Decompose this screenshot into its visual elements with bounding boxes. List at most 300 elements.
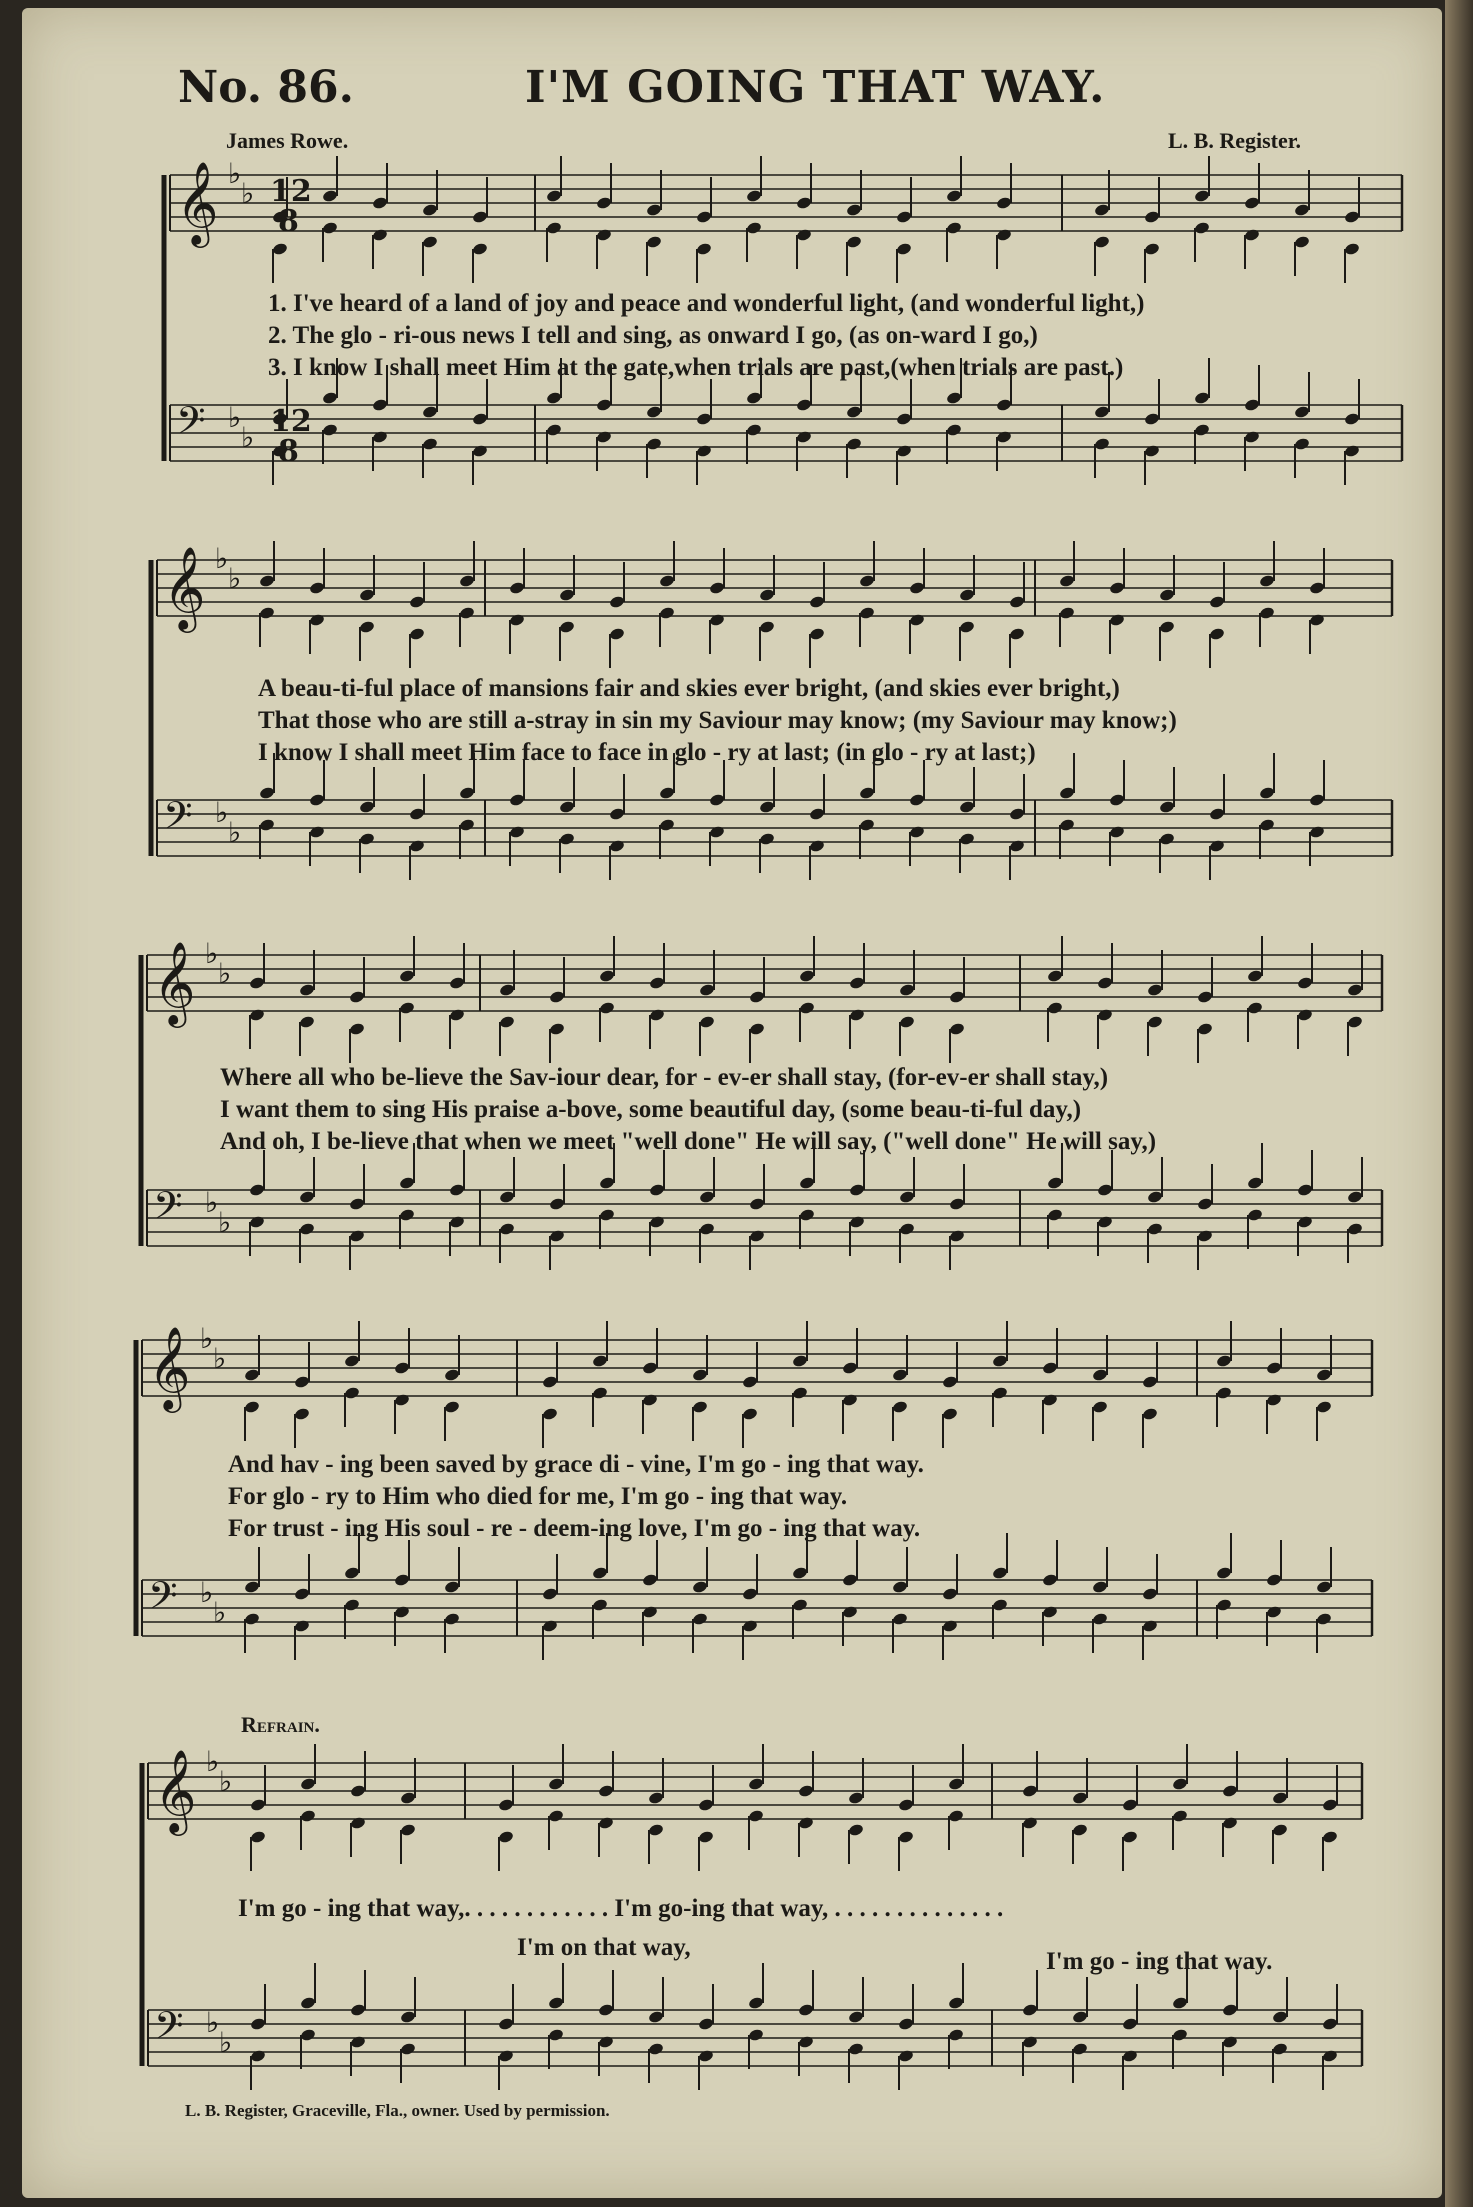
notehead [1247,969,1264,983]
notehead [249,1008,266,1022]
lyric-line: A beau-ti-ful place of mansions fair and skies ever bright, (and skies ever bright,) [258,675,1120,702]
notehead [1297,1183,1314,1197]
notehead [259,786,276,800]
notehead [1047,1001,1064,1015]
notehead [648,2010,665,2024]
notehead [848,2010,865,2024]
notehead [942,1587,959,1601]
notehead [696,210,713,224]
notehead [996,196,1013,210]
notehead [909,793,926,807]
notehead [748,1777,765,1791]
notehead [896,412,913,426]
notehead [848,1823,865,1837]
notehead [1272,2010,1289,2024]
bass-clef-icon: 𝄢 [148,1573,178,1627]
notehead [1172,2028,1189,2042]
notehead [696,444,713,458]
notehead [948,1996,965,2010]
notehead [949,1197,966,1211]
notehead [696,412,713,426]
notehead [244,1580,261,1594]
notehead [992,1566,1009,1580]
notehead [799,1001,816,1015]
notehead [1094,405,1111,419]
notehead [300,1996,317,2010]
notehead [1222,2003,1239,2017]
notehead [848,2042,865,2056]
notehead [1222,1816,1239,1830]
notehead [1316,1612,1333,1626]
notehead [409,807,426,821]
notehead [709,581,726,595]
notehead [359,588,376,602]
notehead [798,1784,815,1798]
notehead [1172,1777,1189,1791]
composer-credit: L. B. Register. [1168,128,1302,153]
notehead [996,430,1013,444]
notehead [549,1022,566,1036]
notehead [1347,983,1364,997]
notehead [294,1587,311,1601]
treble-clef-icon: 𝄞 [176,160,219,244]
notehead [709,825,726,839]
notehead [259,818,276,832]
notehead [349,1022,366,1036]
notehead [399,1001,416,1015]
flat-icon: ♭ [218,957,232,990]
notehead [548,1809,565,1823]
notehead [1347,1015,1364,1029]
notehead [1266,1393,1283,1407]
notehead [1316,1400,1333,1414]
flat-icon: ♭ [213,1342,227,1375]
notehead [300,1777,317,1791]
notehead [1216,1386,1233,1400]
notehead [1109,793,1126,807]
notehead [692,1368,709,1382]
notehead [642,1573,659,1587]
notehead [1059,574,1076,588]
lyric-line: For glo - ry to Him who died for me, I'm go - ing that way. [228,1483,848,1510]
notehead [698,1798,715,1812]
notehead [449,1008,466,1022]
notehead [749,1022,766,1036]
notehead [249,1215,266,1229]
notehead [244,1612,261,1626]
notehead [1244,196,1261,210]
notehead [1122,1830,1139,1844]
notehead [598,1816,615,1830]
notehead [759,832,776,846]
notehead [799,1208,816,1222]
notehead [1094,235,1111,249]
notehead [846,437,863,451]
notehead [1222,2035,1239,2049]
notehead [899,1190,916,1204]
flat-icon: ♭ [200,1322,214,1355]
notehead [859,786,876,800]
flat-icon: ♭ [228,816,242,849]
notehead [1316,1580,1333,1594]
notehead [846,235,863,249]
flat-icon: ♭ [219,2026,233,2059]
notehead [1159,800,1176,814]
notehead [659,574,676,588]
notehead [659,786,676,800]
notehead [798,2035,815,2049]
notehead [1072,1791,1089,1805]
notehead [1059,818,1076,832]
notehead [422,235,439,249]
notehead [809,595,826,609]
notehead [642,1361,659,1375]
notehead [696,242,713,256]
notehead [350,2003,367,2017]
notehead [1097,1008,1114,1022]
notehead [1109,581,1126,595]
notehead [798,1816,815,1830]
notehead [1209,595,1226,609]
notehead [250,1798,267,1812]
notehead [1344,444,1361,458]
flat-icon: ♭ [206,1745,220,1778]
notehead [509,581,526,595]
notehead [249,1183,266,1197]
notehead [646,235,663,249]
notehead [1147,1190,1164,1204]
notehead [1022,1784,1039,1798]
notehead [1172,1996,1189,2010]
notehead [444,1612,461,1626]
notehead [898,1798,915,1812]
notehead [609,839,626,853]
hymn-number: No. 86. [178,62,354,113]
notehead [400,1823,417,1837]
notehead [1209,627,1226,641]
notehead [796,430,813,444]
notehead [1122,2017,1139,2031]
notehead [946,423,963,437]
treble-clef-icon: 𝄞 [148,1325,191,1409]
notehead [499,983,516,997]
notehead [649,1183,666,1197]
notehead [1142,1375,1159,1389]
notehead [1344,412,1361,426]
notehead [444,1400,461,1414]
notehead [909,825,926,839]
notehead [1294,437,1311,451]
notehead [799,969,816,983]
notehead [798,2003,815,2017]
notehead [1042,1361,1059,1375]
notehead [444,1580,461,1594]
flat-icon: ♭ [218,1206,232,1239]
notehead [1266,1605,1283,1619]
notehead [244,1400,261,1414]
notehead [299,1015,316,1029]
notehead [294,1407,311,1421]
notehead [1122,2049,1139,2063]
notehead [548,1996,565,2010]
notehead [1147,1222,1164,1236]
notehead [1297,1215,1314,1229]
notehead [344,1566,361,1580]
notehead [344,1354,361,1368]
notehead [692,1580,709,1594]
notehead [1344,210,1361,224]
notehead [596,398,613,412]
notehead [742,1587,759,1601]
notehead [842,1573,859,1587]
notehead [322,391,339,405]
notehead [649,976,666,990]
notehead [422,203,439,217]
refrain-label: Refrain. [241,1712,320,1737]
notehead [409,627,426,641]
notehead [1347,1190,1364,1204]
notehead [792,1566,809,1580]
notehead [1122,1798,1139,1812]
notehead [400,2010,417,2024]
lyric-line: I'm go - ing that way. [1046,1948,1273,1975]
notehead [309,793,326,807]
notehead [299,1190,316,1204]
notehead [1097,976,1114,990]
notehead [1322,2017,1339,2031]
notehead [1092,1368,1109,1382]
notehead [394,1361,411,1375]
notehead [699,1190,716,1204]
notehead [1259,574,1276,588]
notehead [1194,423,1211,437]
notehead [892,1580,909,1594]
notehead [1009,807,1026,821]
notehead [542,1407,559,1421]
notehead [842,1361,859,1375]
lyricist-credit: James Rowe. [226,128,349,153]
notehead [598,2035,615,2049]
notehead [1042,1573,1059,1587]
bass-clef-icon: 𝄢 [153,1183,183,1237]
notehead [646,203,663,217]
notehead [322,189,339,203]
notehead [472,444,489,458]
notehead [498,1830,515,1844]
notehead [748,2028,765,2042]
notehead [1092,1400,1109,1414]
notehead [992,1354,1009,1368]
lyric-line: I want them to sing His praise a-bove, some beautiful day, (some beau-ti-ful day,) [220,1096,1082,1123]
notehead [648,2042,665,2056]
notehead [259,574,276,588]
notehead [698,2049,715,2063]
notehead [559,832,576,846]
notehead [509,613,526,627]
notehead [842,1605,859,1619]
lyric-line: For trust - ing His soul - re - deem-ing love, I'm go - ing that way. [228,1515,921,1542]
notehead [1097,1215,1114,1229]
notehead [499,1222,516,1236]
notehead [692,1400,709,1414]
notehead [1259,786,1276,800]
notehead [372,228,389,242]
notehead [1244,430,1261,444]
notehead [542,1375,559,1389]
notehead [898,2049,915,2063]
notehead [698,2017,715,2031]
notehead [1197,1197,1214,1211]
notehead [359,800,376,814]
flat-icon: ♭ [228,401,242,434]
notehead [359,832,376,846]
notehead [746,391,763,405]
notehead [472,210,489,224]
notehead [1144,242,1161,256]
notehead [1142,1587,1159,1601]
notehead [350,2035,367,2049]
notehead [796,398,813,412]
notehead [799,1176,816,1190]
notehead [1144,412,1161,426]
notehead [992,1598,1009,1612]
notehead [792,1354,809,1368]
notehead [546,423,563,437]
notehead [1109,613,1126,627]
notehead [599,1208,616,1222]
bass-clef-icon: 𝄢 [163,793,193,847]
notehead [349,990,366,1004]
notehead [746,221,763,235]
notehead [709,613,726,627]
notehead [746,189,763,203]
notehead [1194,391,1211,405]
notehead [809,839,826,853]
notehead [1047,969,1064,983]
notehead [996,228,1013,242]
notehead [1147,1015,1164,1029]
notehead [449,1215,466,1229]
notehead [1294,203,1311,217]
notehead [546,391,563,405]
notehead [300,1809,317,1823]
notehead [472,412,489,426]
notehead [1047,1208,1064,1222]
notehead [349,1197,366,1211]
notehead [609,627,626,641]
notehead [299,1222,316,1236]
notehead [946,391,963,405]
notehead [949,1229,966,1243]
bass-clef-icon: 𝄢 [176,398,206,452]
lyric-line: And hav - ing been saved by grace di - vine, I'm go - ing that way. [228,1451,924,1478]
flat-icon: ♭ [205,1186,219,1219]
notehead [1092,1580,1109,1594]
notehead [896,210,913,224]
notehead [946,189,963,203]
flat-icon: ♭ [205,937,219,970]
notehead [394,1573,411,1587]
notehead [1209,807,1226,821]
notehead [849,1008,866,1022]
notehead [959,800,976,814]
notehead [294,1375,311,1389]
notehead [444,1368,461,1382]
notehead [746,423,763,437]
notehead [948,1809,965,1823]
lyric-line: I know I shall meet Him face to face in glo - ry at last; (in glo - ry at last;) [258,739,1036,766]
notehead [859,606,876,620]
notehead [250,2049,267,2063]
notehead [892,1400,909,1414]
notehead [709,793,726,807]
notehead [409,595,426,609]
notehead [1194,189,1211,203]
notehead [1194,221,1211,235]
notehead [892,1368,909,1382]
notehead [449,976,466,990]
notehead [498,2017,515,2031]
flat-icon: ♭ [213,1596,227,1629]
notehead [394,1605,411,1619]
notehead [498,1798,515,1812]
notehead [300,2028,317,2042]
notehead [846,203,863,217]
notehead [942,1375,959,1389]
notehead [599,969,616,983]
notehead [742,1619,759,1633]
notehead [548,1777,565,1791]
notehead [422,405,439,419]
notehead [549,990,566,1004]
notehead [1272,1791,1289,1805]
notehead [648,1791,665,1805]
notehead [1022,2035,1039,2049]
notehead [1009,627,1026,641]
notehead [1142,1407,1159,1421]
notehead [646,405,663,419]
notehead [1159,832,1176,846]
notehead [609,807,626,821]
notehead [598,1784,615,1798]
notehead [592,1354,609,1368]
notehead [250,1830,267,1844]
notehead [1042,1605,1059,1619]
notehead [559,800,576,814]
notehead [842,1393,859,1407]
notehead [642,1605,659,1619]
notehead [1266,1573,1283,1587]
notehead [250,2017,267,2031]
notehead [1309,825,1326,839]
notehead [1244,398,1261,412]
notehead [1147,983,1164,997]
notehead [692,1612,709,1626]
notehead [1222,1784,1239,1798]
notehead [1259,606,1276,620]
flat-icon: ♭ [215,542,229,575]
notehead [1022,1816,1039,1830]
notehead [1009,595,1026,609]
notehead [1294,405,1311,419]
lyric-line: Where all who be-lieve the Sav-iour dear, for - ev-er shall stay, (for-ev-er shall stay,) [220,1064,1109,1091]
notehead [399,969,416,983]
notehead [1072,1823,1089,1837]
lyric-line: And oh, I be-lieve that when we meet "well done" He will say, ("well done" He will say,) [220,1128,1157,1155]
notehead [849,1183,866,1197]
notehead [596,228,613,242]
notehead [949,990,966,1004]
